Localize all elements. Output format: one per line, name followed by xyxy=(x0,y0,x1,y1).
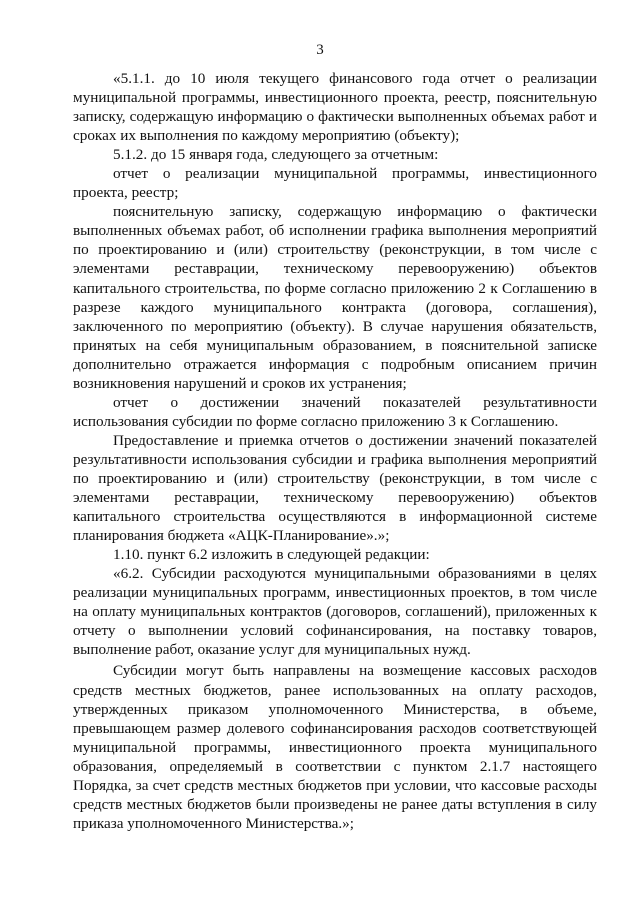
paragraph-acceptance-reports: Предоставление и приемка отчетов о достижении значений показателей результативности использования субсидии и графика выполнения мероприятий по проектированию и (или) строительству (реконструкции, в том числе с элементами реставрации, техническому перевооружению) объектов капитального строительства осуществляются в информационной системе планирования бюджета «АЦК-Планирование».»; xyxy=(73,431,597,545)
paragraph-6-2: «6.2. Субсидии расходуются муниципальными образованиями в целях реализации муниципальных программ, инвестиционных проектов, в том числе на оплату муниципальных контрактов (договоров, соглашений), приложенных к отчету о выполнении условий софинансирования, на поставку товаров, выполнение работ, оказание услуг для муниципальных нужд. xyxy=(73,565,597,659)
paragraph-report-indicators: отчет о достижении значений показателей результативности использования субсидии по форме согласно приложению 3 к Соглашению. xyxy=(73,393,597,430)
paragraph-5-1-2: 5.1.2. до 15 января года, следующего за отчетным: xyxy=(113,146,439,164)
document-body xyxy=(73,69,597,833)
paragraph-1-10: 1.10. пункт 6.2 изложить в следующей редакции: xyxy=(113,546,430,564)
page-number: 3 xyxy=(316,42,324,58)
paragraph-5-1-1: «5.1.1. до 10 июля текущего финансового года отчет о реализации муниципальной программы, инвестиционного проекта, реестр, пояснительную записку, содержащую информацию о фактически выполненных объемах работ и сроках их выполнения по каждому мероприятию (объекту); xyxy=(73,70,597,145)
paragraph-report-program: отчет о реализации муниципальной программы, инвестиционного проекта, реестр; xyxy=(73,165,597,202)
paragraph-reimbursement: Субсидии могут быть направлены на возмещение кассовых расходов средств местных бюджетов, ранее использованных на оплату расходов, утвержденных приказом уполномоченного Министерства, в объеме, превышающем размер долевого софинансирования расходов соответствующей муниципальной программы, инвестиционного проекта муниципального образования, определяемый в соответствии с пунктом 2.1.7 настоящего Порядка, за счет средств местных бюджетов при условии, что кассовые расходы средств местных бюджетов были произведены не ранее даты вступления в силу приказа уполномоченного Министерства.»; xyxy=(73,662,597,832)
paragraph-explanatory-note: пояснительную записку, содержащую информацию о фактически выполненных объемах работ, об исполнении графика выполнения мероприятий по проектированию и (или) строительству (реконструкции, в том числе с элементами реставрации, техническому перевооружению) объектов капитального строительства, по форме согласно приложению 2 к Соглашению в разрезе каждого муниципального контракта (договора, соглашения), заключенного по мероприятию (объекту). В случае нарушения обязательств, принятых на себя муниципальным образованием, в пояснительной записке дополнительно отражается информация с подробным описанием причин возникновения нарушений и сроков их устранения; xyxy=(73,203,597,392)
